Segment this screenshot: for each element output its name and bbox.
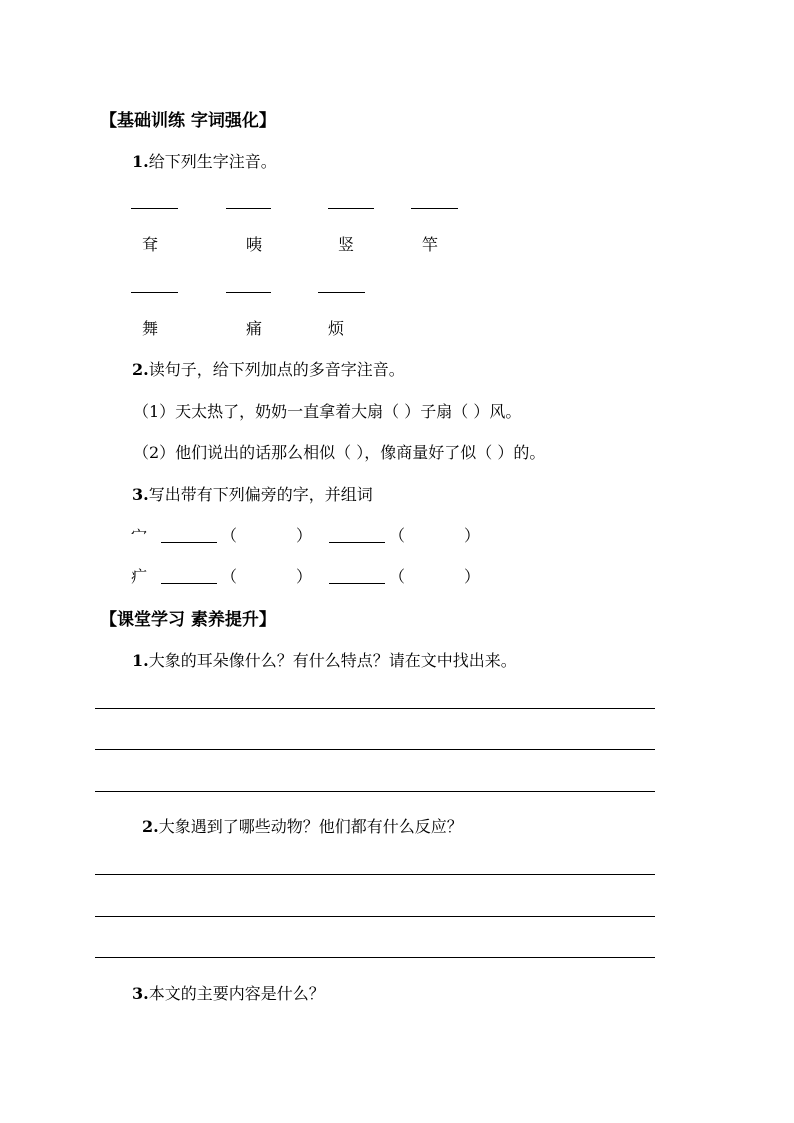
q3-prompt <box>132 482 373 505</box>
section1-heading: 【基础训练 字词强化】 <box>100 111 276 131</box>
s2-q3-text: 本文的主要内容是什么？ <box>148 984 325 1003</box>
q2-sentence-2: （2）他们说出的话那么相似（ ），像商量好了似（ ）的。 <box>133 443 546 462</box>
radical-item: 疒 <box>131 567 148 586</box>
q3-text: 写出带有下列偏旁的字，并组词 <box>148 485 373 504</box>
pinyin-blank[interactable] <box>318 292 365 293</box>
answer-line[interactable] <box>95 708 655 709</box>
radical-item: 宀 <box>131 526 148 545</box>
answer-line[interactable] <box>95 791 655 792</box>
char-item: 舞 <box>142 319 159 338</box>
paren-open: （ <box>389 567 406 586</box>
paren-close: ） <box>296 526 313 545</box>
pinyin-blank[interactable] <box>411 208 458 209</box>
q3-number: 3. <box>132 485 149 504</box>
char-item: 痛 <box>246 319 263 338</box>
char-item: 耷 <box>142 235 159 254</box>
s2-q3-number: 3. <box>132 984 149 1003</box>
s2-q3-prompt <box>132 981 325 1004</box>
char-blank[interactable] <box>161 542 217 543</box>
char-blank[interactable] <box>329 542 385 543</box>
paren-open: （ <box>221 567 238 586</box>
char-item: 竖 <box>338 235 355 254</box>
q1-prompt <box>132 149 277 172</box>
q2-number: 2. <box>132 360 149 379</box>
paren-close: ） <box>464 526 481 545</box>
s2-q2-text: 大象遇到了哪些动物？他们都有什么反应？ <box>158 817 463 836</box>
answer-line[interactable] <box>95 874 655 875</box>
pinyin-blank[interactable] <box>131 292 178 293</box>
pinyin-blank[interactable] <box>226 208 271 209</box>
s2-q1-text: 大象的耳朵像什么？有什么特点？请在文中找出来。 <box>148 651 517 670</box>
pinyin-blank[interactable] <box>226 292 271 293</box>
q2-sentence-1: （1）天太热了，奶奶一直拿着大扇（ ）子扇（ ）风。 <box>133 402 522 421</box>
paren-open: （ <box>221 526 238 545</box>
s2-q2-prompt <box>142 814 463 837</box>
pinyin-blank[interactable] <box>328 208 374 209</box>
char-blank[interactable] <box>329 583 385 584</box>
pinyin-blank[interactable] <box>131 208 178 209</box>
q1-number: 1. <box>132 152 149 171</box>
paren-close: ） <box>296 567 313 586</box>
q2-text: 读句子，给下列加点的多音字注音。 <box>148 360 405 379</box>
paren-close: ） <box>464 567 481 586</box>
q1-text: 给下列生字注音。 <box>148 152 277 171</box>
answer-line[interactable] <box>95 749 655 750</box>
q2-prompt <box>132 357 405 380</box>
char-item: 咦 <box>246 235 263 254</box>
s2-q2-number: 2. <box>142 817 159 836</box>
answer-line[interactable] <box>95 916 655 917</box>
char-item: 竿 <box>422 235 439 254</box>
section2-heading: 【课堂学习 素养提升】 <box>100 610 276 630</box>
char-blank[interactable] <box>161 583 217 584</box>
s2-q1-prompt <box>132 648 517 671</box>
s2-q1-number: 1. <box>132 651 149 670</box>
char-item: 烦 <box>328 319 345 338</box>
answer-line[interactable] <box>95 957 655 958</box>
paren-open: （ <box>389 526 406 545</box>
